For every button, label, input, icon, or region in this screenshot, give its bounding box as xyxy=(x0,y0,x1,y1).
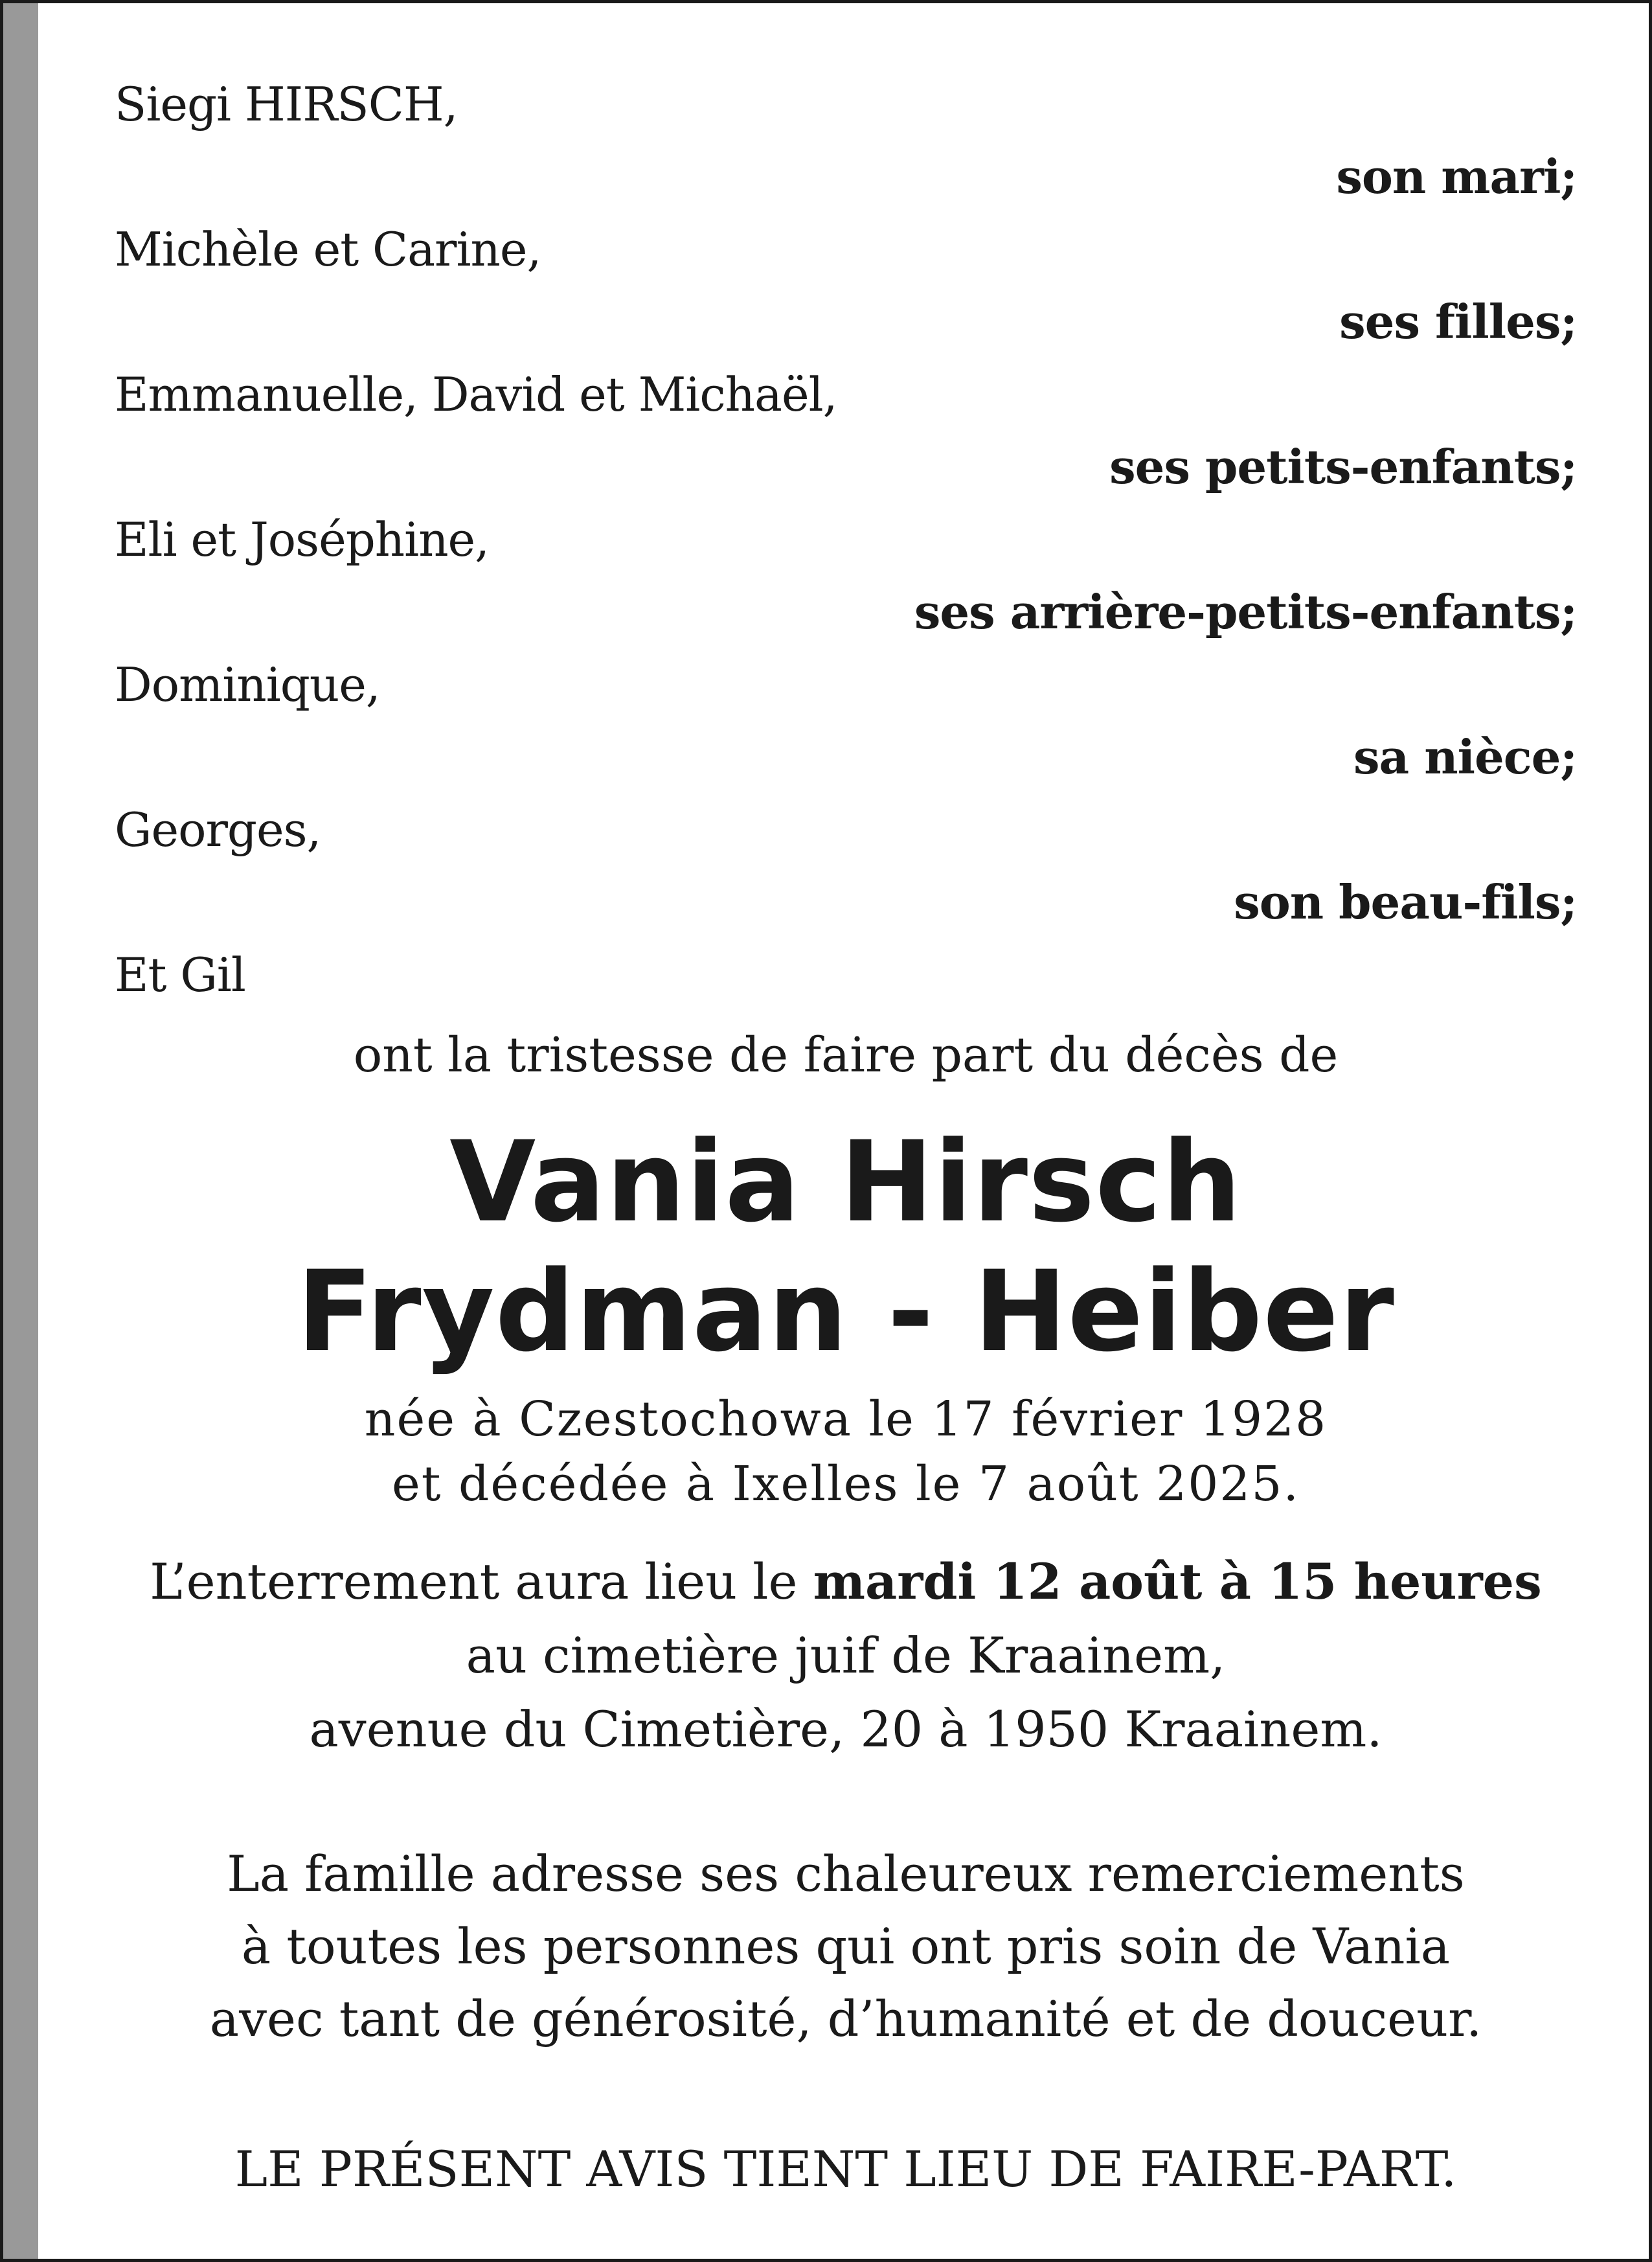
family-relation-daughters: ses filles; xyxy=(1339,294,1577,349)
deceased-name-line1: Vania Hirsch xyxy=(449,1117,1242,1247)
family-relation-niece: sa nièce; xyxy=(1353,729,1577,784)
family-name-stepson: Georges, xyxy=(115,803,321,857)
notice-content xyxy=(115,68,1577,2206)
family-name-great-grandchildren: Eli et Joséphine, xyxy=(115,512,490,567)
family-name-daughters: Michèle et Carine, xyxy=(115,222,541,277)
thanks-line-1: La famille adresse ses chaleureux remerciements xyxy=(227,1845,1465,1902)
family-relation-stepson: son beau-fils; xyxy=(1234,874,1577,930)
funeral-prefix: L’enterrement aura lieu le xyxy=(150,1553,813,1610)
funeral-address: avenue du Cimetière, 20 à 1950 Kraainem. xyxy=(309,1700,1383,1758)
thanks-line-2: à toutes les personnes qui ont pris soin de Vania xyxy=(241,1917,1451,1975)
family-relation-husband: son mari; xyxy=(1336,149,1577,204)
deceased-name-line2: Frydman - Heiber xyxy=(297,1246,1395,1377)
funeral-place: au cimetière juif de Kraainem, xyxy=(466,1627,1226,1684)
family-name-niece: Dominique, xyxy=(115,657,380,712)
family-name-husband: Siegi HIRSCH, xyxy=(115,77,458,131)
intro-text: ont la tristesse de faire part du décès de xyxy=(353,1027,1339,1083)
thanks-line-3: avec tant de générosité, d’humanité et de douceur. xyxy=(209,1990,1482,2048)
family-relation-great-grandchildren: ses arrière-petits-enfants; xyxy=(914,584,1577,639)
family-name-last: Et Gil xyxy=(115,948,245,1002)
family-name-grandchildren: Emmanuelle, David et Michaël, xyxy=(115,367,837,422)
death-date: et décédée à Ixelles le 7 août 2025. xyxy=(392,1456,1300,1512)
side-bar xyxy=(3,3,38,2259)
notice-text: LE PRÉSENT AVIS TIENT LIEU DE FAIRE-PART. xyxy=(234,2140,1457,2198)
funeral-datetime: mardi 12 août à 15 heures xyxy=(813,1553,1542,1610)
funeral-datetime-line xyxy=(115,1545,1577,1619)
birth-date: née à Czestochowa le 17 février 1928 xyxy=(364,1391,1328,1447)
family-relation-grandchildren: ses petits-enfants; xyxy=(1109,439,1577,494)
